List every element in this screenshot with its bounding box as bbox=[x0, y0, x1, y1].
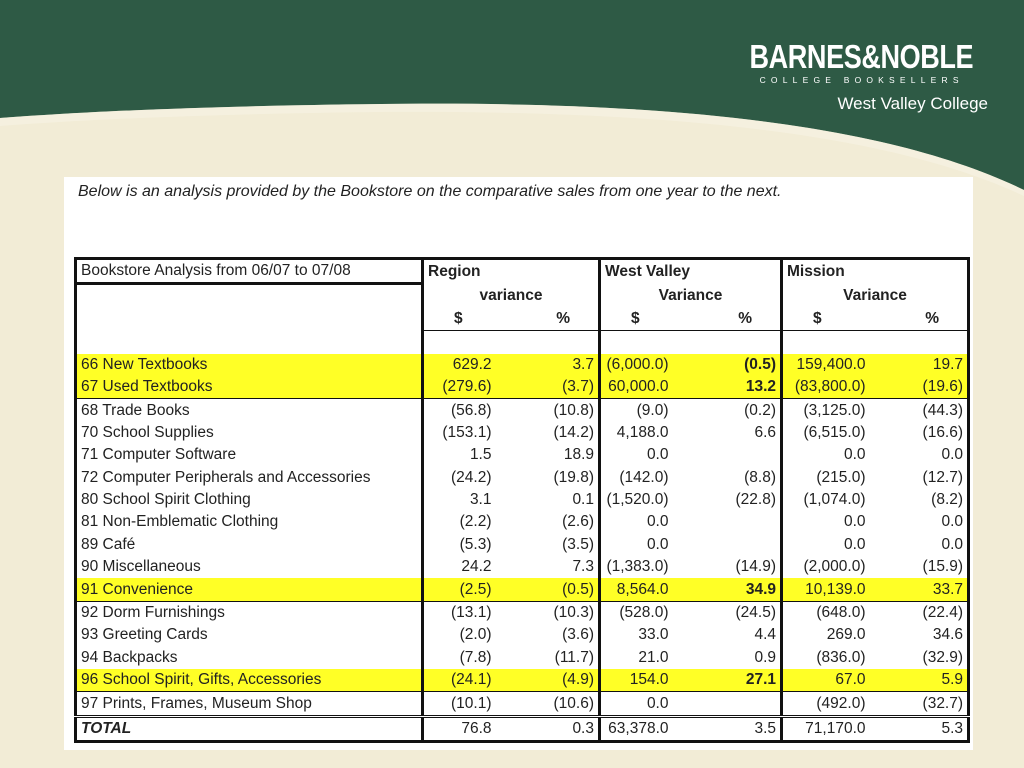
dollar-value: 60,000.0 bbox=[600, 376, 695, 399]
row-label: 71 Computer Software bbox=[76, 444, 423, 466]
blank-cell bbox=[600, 331, 782, 354]
dollar-value: 269.0 bbox=[782, 624, 892, 646]
percent-value: 34.6 bbox=[892, 624, 969, 646]
dollar-value: (2.2) bbox=[423, 511, 518, 533]
brand-logo bbox=[725, 40, 998, 85]
row-label: 94 Backpacks bbox=[76, 647, 423, 669]
table-row bbox=[76, 422, 969, 444]
percent-value: (8.2) bbox=[892, 489, 969, 511]
percent-value: (44.3) bbox=[892, 399, 969, 422]
percent-value: (24.5) bbox=[735, 604, 777, 622]
group-subheader: Variance bbox=[782, 284, 969, 308]
total-percent-value: 5.3 bbox=[892, 716, 969, 741]
dollar-value: 0.0 bbox=[600, 534, 695, 556]
group-header: Region bbox=[423, 259, 600, 284]
dollar-value: (2.0) bbox=[423, 624, 518, 646]
row-label: 72 Computer Peripherals and Accessories bbox=[76, 467, 423, 489]
blank-cell bbox=[76, 308, 423, 331]
dollar-value: (10.1) bbox=[423, 692, 518, 716]
unit-percent: % bbox=[892, 308, 969, 331]
group-subheader: variance bbox=[423, 284, 600, 308]
dollar-value: (24.1) bbox=[423, 669, 518, 692]
unit-percent: % bbox=[695, 308, 782, 331]
dollar-value: (7.8) bbox=[423, 647, 518, 669]
percent-value: (4.9) bbox=[518, 669, 600, 692]
dollar-value: 67.0 bbox=[782, 669, 892, 692]
dollar-value: 154.0 bbox=[600, 669, 695, 692]
percent-value: (12.7) bbox=[892, 467, 969, 489]
dollar-value: 0.0 bbox=[782, 444, 892, 466]
dollar-value: (528.0) bbox=[600, 601, 695, 624]
percent-value: (22.4) bbox=[892, 601, 969, 624]
dollar-value: 10,139.0 bbox=[782, 578, 892, 601]
table-row bbox=[76, 489, 969, 511]
percent-value: (2.6) bbox=[562, 513, 594, 531]
spacer-row bbox=[76, 331, 969, 354]
dollar-value: (56.8) bbox=[423, 399, 518, 422]
percent-value: (0.5) bbox=[518, 578, 600, 601]
brand-name: BARNES&NOBLE bbox=[749, 38, 974, 75]
group-subheader: Variance bbox=[600, 284, 782, 308]
percent-value bbox=[695, 692, 782, 716]
table-row bbox=[76, 669, 969, 692]
dollar-value: 0.0 bbox=[782, 511, 892, 533]
percent-value: 0.0 bbox=[892, 511, 969, 533]
percent-value: 7.3 bbox=[572, 558, 594, 576]
table-row bbox=[76, 601, 969, 624]
dollar-value: 629.2 bbox=[423, 354, 518, 376]
dollar-value: (24.2) bbox=[423, 467, 518, 489]
table-title: Bookstore Analysis from 06/07 to 07/08 bbox=[76, 259, 423, 284]
row-label: 66 New Textbooks bbox=[76, 354, 423, 376]
dollar-value: (492.0) bbox=[782, 692, 892, 716]
dollar-value: (1,074.0) bbox=[782, 489, 892, 511]
dollar-value: 33.0 bbox=[600, 624, 695, 646]
dollar-value: (1,520.0) bbox=[600, 489, 695, 511]
percent-value: 33.7 bbox=[892, 578, 969, 601]
percent-value: 0.0 bbox=[892, 444, 969, 466]
dollar-value: 24.2 bbox=[423, 556, 518, 578]
row-label: 90 Miscellaneous bbox=[76, 556, 423, 578]
college-name: West Valley College bbox=[837, 94, 988, 113]
percent-value: (11.7) bbox=[554, 648, 594, 666]
group-header: West Valley bbox=[600, 259, 782, 284]
row-label: 96 School Spirit, Gifts, Accessories bbox=[76, 669, 423, 692]
dollar-value: (9.0) bbox=[600, 399, 695, 422]
table-row bbox=[76, 511, 969, 533]
table-row bbox=[76, 399, 969, 422]
percent-value: 27.1 bbox=[695, 669, 782, 692]
dollar-value: 0.0 bbox=[600, 692, 695, 716]
total-percent-value: 3.5 bbox=[695, 716, 782, 741]
total-dollar-value: 63,378.0 bbox=[600, 716, 695, 741]
table-row bbox=[76, 624, 969, 646]
percent-value: 18.9 bbox=[563, 446, 594, 464]
dollar-value: (142.0) bbox=[600, 467, 695, 489]
row-label: 89 Café bbox=[76, 534, 423, 556]
dollar-value: (83,800.0) bbox=[782, 376, 892, 399]
blank-cell bbox=[76, 331, 423, 354]
table-total-row bbox=[76, 716, 969, 741]
percent-value: 3.7 bbox=[518, 354, 600, 376]
dollar-value: 1.5 bbox=[423, 444, 518, 466]
dollar-value: (1,383.0) bbox=[600, 556, 695, 578]
row-label: 68 Trade Books bbox=[76, 399, 423, 422]
dollar-value: 8,564.0 bbox=[600, 578, 695, 601]
percent-value: (0.5) bbox=[695, 354, 782, 376]
dollar-value: (215.0) bbox=[782, 467, 892, 489]
dollar-value: (13.1) bbox=[423, 601, 518, 624]
percent-value: (3.7) bbox=[518, 376, 600, 399]
dollar-value: 0.0 bbox=[600, 511, 695, 533]
percent-value: (3.5) bbox=[562, 535, 594, 553]
blank-cell bbox=[782, 331, 969, 354]
dollar-value: 21.0 bbox=[600, 647, 695, 669]
dollar-value: 0.0 bbox=[600, 444, 695, 466]
table-row bbox=[76, 556, 969, 578]
percent-value: 0.0 bbox=[892, 534, 969, 556]
table-row bbox=[76, 354, 969, 376]
content-panel bbox=[64, 177, 973, 750]
dollar-value: (5.3) bbox=[423, 534, 518, 556]
total-dollar-value: 71,170.0 bbox=[782, 716, 892, 741]
dollar-value: (279.6) bbox=[423, 376, 518, 399]
total-percent-value: 0.3 bbox=[518, 716, 600, 741]
percent-value: (14.9) bbox=[735, 558, 777, 576]
percent-value: (32.9) bbox=[892, 647, 969, 669]
unit-dollar: $ bbox=[782, 308, 892, 331]
dollar-value: (6,000.0) bbox=[600, 354, 695, 376]
percent-value bbox=[695, 511, 782, 533]
dollar-value: (153.1) bbox=[423, 422, 518, 444]
dollar-value: 4,188.0 bbox=[600, 422, 695, 444]
percent-value: (10.8) bbox=[553, 401, 594, 419]
percent-value: (15.9) bbox=[892, 556, 969, 578]
dollar-value: (836.0) bbox=[782, 647, 892, 669]
dollar-value: 159,400.0 bbox=[782, 354, 892, 376]
group-header: Mission bbox=[782, 259, 969, 284]
dollar-value: (2.5) bbox=[423, 578, 518, 601]
percent-value: 13.2 bbox=[695, 376, 782, 399]
table-header-row bbox=[76, 259, 969, 284]
row-label: 92 Dorm Furnishings bbox=[76, 601, 423, 624]
percent-value: (10.3) bbox=[553, 604, 594, 622]
percent-value: 0.9 bbox=[754, 648, 777, 666]
percent-value bbox=[695, 444, 782, 466]
row-label: 91 Convenience bbox=[76, 578, 423, 601]
percent-value: (19.6) bbox=[892, 376, 969, 399]
percent-value: 6.6 bbox=[754, 423, 777, 441]
percent-value: (19.8) bbox=[553, 468, 594, 486]
percent-value: 19.7 bbox=[892, 354, 969, 376]
table-row bbox=[76, 578, 969, 601]
dollar-value: (2,000.0) bbox=[782, 556, 892, 578]
unit-dollar: $ bbox=[423, 308, 518, 331]
dollar-value: (648.0) bbox=[782, 601, 892, 624]
brand-subtitle: COLLEGE BOOKSELLERS bbox=[759, 75, 964, 85]
percent-value: (10.6) bbox=[553, 694, 594, 712]
unit-dollar: $ bbox=[600, 308, 695, 331]
table-units-row bbox=[76, 308, 969, 331]
percent-value: (8.8) bbox=[744, 468, 777, 486]
table-row bbox=[76, 647, 969, 669]
percent-value: (3.6) bbox=[562, 626, 594, 644]
table-row bbox=[76, 534, 969, 556]
percent-value: (14.2) bbox=[553, 423, 594, 441]
dollar-value: 3.1 bbox=[423, 489, 518, 511]
percent-value: (22.8) bbox=[735, 491, 777, 509]
dollar-value: 0.0 bbox=[782, 534, 892, 556]
table-row bbox=[76, 376, 969, 399]
percent-value: (0.2) bbox=[744, 401, 777, 419]
percent-value bbox=[695, 534, 782, 556]
bookstore-analysis-table bbox=[74, 257, 970, 743]
percent-value: (32.7) bbox=[892, 692, 969, 716]
row-label: 97 Prints, Frames, Museum Shop bbox=[76, 692, 423, 716]
percent-value: 5.9 bbox=[892, 669, 969, 692]
table-row bbox=[76, 444, 969, 466]
table-row bbox=[76, 467, 969, 489]
row-label: 81 Non-Emblematic Clothing bbox=[76, 511, 423, 533]
row-label: 80 School Spirit Clothing bbox=[76, 489, 423, 511]
total-label: TOTAL bbox=[76, 716, 423, 741]
row-label: 67 Used Textbooks bbox=[76, 376, 423, 399]
percent-value: 4.4 bbox=[754, 626, 777, 644]
table-subheader-row bbox=[76, 284, 969, 308]
blank-cell bbox=[76, 284, 423, 308]
intro-text: Below is an analysis provided by the Bookstore on the comparative sales from one year to the next. bbox=[78, 183, 782, 200]
total-dollar-value: 76.8 bbox=[423, 716, 518, 741]
blank-cell bbox=[423, 331, 600, 354]
unit-percent: % bbox=[518, 308, 600, 331]
percent-value: (16.6) bbox=[892, 422, 969, 444]
dollar-value: (3,125.0) bbox=[782, 399, 892, 422]
table-row bbox=[76, 692, 969, 716]
dollar-value: (6,515.0) bbox=[782, 422, 892, 444]
percent-value: 34.9 bbox=[695, 578, 782, 601]
row-label: 70 School Supplies bbox=[76, 422, 423, 444]
row-label: 93 Greeting Cards bbox=[76, 624, 423, 646]
percent-value: 0.1 bbox=[572, 491, 594, 509]
